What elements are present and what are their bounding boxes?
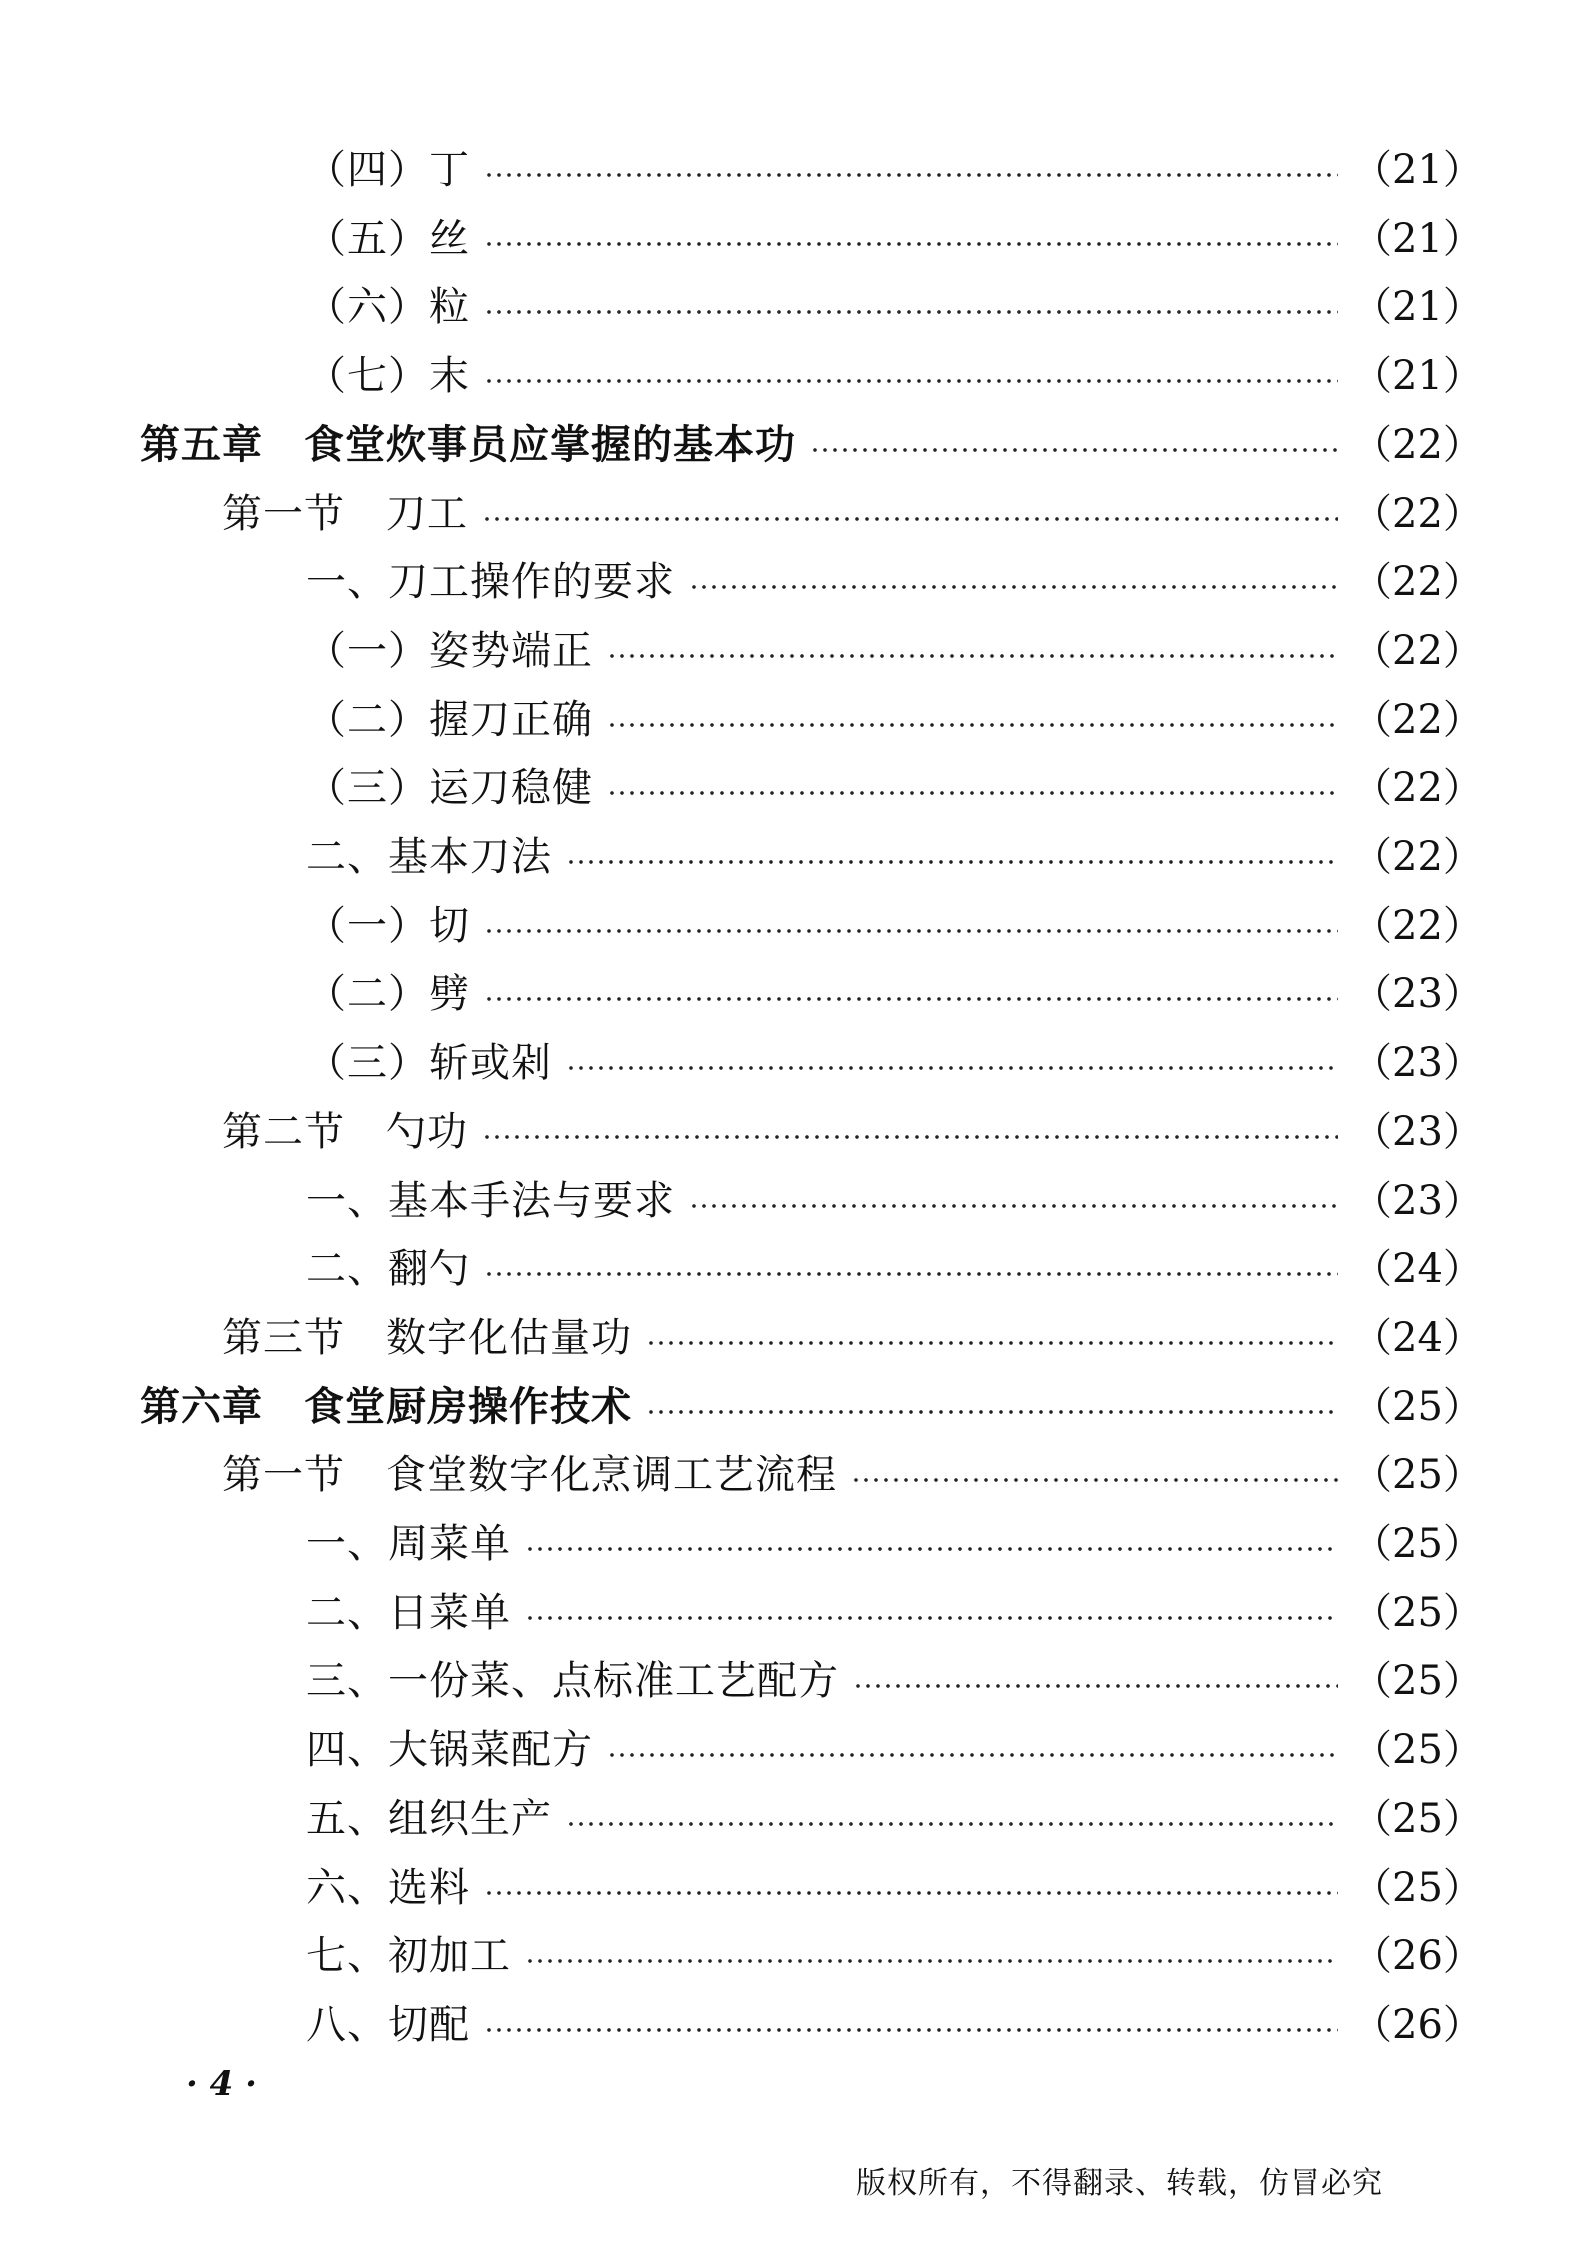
dot-leader: [484, 171, 1338, 179]
dot-leader: [484, 377, 1338, 385]
toc-subsection-entry: [306, 1239, 1483, 1299]
toc-subsection-entry: [306, 896, 1483, 956]
toc-entry-title: 一、基本手法与要求: [306, 1177, 675, 1224]
dot-leader: [607, 721, 1338, 729]
toc-entry-page: （22）: [1352, 696, 1483, 743]
toc-subsection-entry: [306, 1514, 1483, 1574]
toc-entry-title: 二、基本刀法: [306, 834, 552, 880]
toc-entry-title: （二）劈: [306, 971, 470, 1018]
dot-leader: [525, 1957, 1338, 1965]
toc-entry-title: 六、选料: [306, 1864, 470, 1911]
dot-leader: [482, 1133, 1338, 1141]
toc-subsection-entry: [306, 1720, 1483, 1780]
toc-entry-page: （26）: [1352, 2001, 1483, 2048]
toc-entry-page: （24）: [1352, 1314, 1483, 1361]
toc-subsection-entry: [306, 1651, 1483, 1711]
dot-leader: [689, 583, 1338, 591]
toc-chapter-entry: [140, 1377, 1483, 1437]
toc-entry-page: （21）: [1352, 215, 1483, 262]
toc-entry-title: （三）运刀稳健: [306, 765, 593, 812]
toc-entry-page: （23）: [1352, 1040, 1483, 1087]
dot-leader: [646, 1339, 1338, 1347]
toc-entry-page: （25）: [1352, 1864, 1483, 1911]
toc-entry-page: （24）: [1352, 1246, 1483, 1293]
toc-entry-title: （一）姿势端正: [306, 627, 593, 674]
toc-subsection-entry: [306, 1033, 1483, 1093]
toc-subsection-entry: [306, 277, 1483, 337]
toc-entry-title: （六）粒: [306, 284, 470, 331]
dot-leader: [484, 1889, 1338, 1897]
dot-leader: [851, 1476, 1338, 1484]
dot-leader: [484, 1270, 1338, 1278]
toc-entry-title: （二）握刀正确: [306, 696, 593, 743]
toc-entry-page: （22）: [1352, 834, 1483, 880]
toc-entry-title: 第六章 食堂厨房操作技术: [140, 1383, 632, 1430]
dot-leader: [566, 858, 1338, 866]
toc-subsection-entry: [306, 1926, 1483, 1986]
toc-entry-page: （22）: [1352, 490, 1483, 537]
dot-leader: [607, 1751, 1338, 1759]
toc-entry-title: 第三节 数字化估量功: [222, 1314, 632, 1361]
dot-leader: [566, 1820, 1338, 1828]
toc-subsection-entry: [306, 140, 1483, 200]
dot-leader: [484, 308, 1338, 316]
toc-entry-title: 二、翻勺: [306, 1246, 470, 1293]
toc-entry-page: （25）: [1352, 1795, 1483, 1842]
toc-entry-title: 七、初加工: [306, 1933, 511, 1980]
toc-entry-page: （22）: [1352, 421, 1483, 468]
toc-entry-page: （25）: [1352, 1383, 1483, 1430]
dot-leader: [484, 2026, 1338, 2034]
toc-entry-page: （25）: [1352, 1727, 1483, 1774]
dot-leader: [607, 789, 1338, 797]
toc-entry-title: 第二节 勺功: [222, 1108, 468, 1155]
toc-entry-page: （21）: [1352, 284, 1483, 331]
toc-entry-title: 八、切配: [306, 2001, 470, 2048]
toc-entry-page: （22）: [1352, 627, 1483, 674]
dot-leader: [566, 1064, 1338, 1072]
toc-chapter-entry: [140, 415, 1483, 475]
dot-leader: [646, 1408, 1338, 1416]
dot-leader: [525, 1545, 1338, 1553]
toc-subsection-entry: [306, 964, 1483, 1024]
toc-entry-title: 第五章 食堂炊事员应掌握的基本功: [140, 421, 796, 468]
toc-subsection-entry: [306, 1789, 1483, 1849]
toc-entry-title: 第一节 食堂数字化烹调工艺流程: [222, 1452, 837, 1499]
toc-entry-title: 一、刀工操作的要求: [306, 559, 675, 606]
page-number: · 4 ·: [186, 2064, 258, 2104]
toc-entry-title: （一）切: [306, 902, 470, 949]
toc-section-entry: [222, 1102, 1483, 1162]
toc-entry-page: （22）: [1352, 765, 1483, 812]
dot-leader: [484, 927, 1338, 935]
toc-entry-page: （23）: [1352, 1177, 1483, 1224]
toc-entry-page: （21）: [1352, 353, 1483, 400]
toc-subsection-entry: [306, 758, 1483, 818]
toc-entry-title: （三）斩或剁: [306, 1040, 552, 1087]
toc-entry-title: （五）丝: [306, 215, 470, 262]
toc-subsection-entry: [306, 827, 1483, 887]
toc-subsection-entry: [306, 690, 1483, 750]
toc-entry-page: （21）: [1352, 147, 1483, 193]
dot-leader: [484, 995, 1338, 1003]
dot-leader: [484, 240, 1338, 248]
toc-section-entry: [222, 1308, 1483, 1368]
dot-leader: [525, 1614, 1338, 1622]
dot-leader: [607, 652, 1338, 660]
toc-subsection-entry: [306, 552, 1483, 612]
toc-subsection-entry: [306, 1995, 1483, 2055]
toc-entry-title: 第一节 刀工: [222, 490, 468, 537]
dot-leader: [810, 446, 1338, 454]
toc-entry-page: （22）: [1352, 559, 1483, 606]
toc-entry-page: （23）: [1352, 971, 1483, 1018]
toc-entry-page: （26）: [1352, 1933, 1483, 1980]
toc-section-entry: [222, 1445, 1483, 1505]
toc-entry-page: （23）: [1352, 1108, 1483, 1155]
copyright-notice: 版权所有，不得翻录、转载，仿冒必究: [856, 2166, 1383, 2201]
toc-subsection-entry: [306, 1171, 1483, 1231]
toc-subsection-entry: [306, 1583, 1483, 1643]
toc-entry-page: （25）: [1352, 1658, 1483, 1705]
toc-subsection-entry: [306, 346, 1483, 406]
toc-entry-title: 五、组织生产: [306, 1795, 552, 1842]
toc-entry-title: 二、日菜单: [306, 1589, 511, 1636]
toc-entry-title: （四）丁: [306, 147, 470, 193]
toc-entry-page: （25）: [1352, 1452, 1483, 1499]
toc-entry-title: （七）末: [306, 353, 470, 400]
toc-section-entry: [222, 484, 1483, 544]
dot-leader: [689, 1202, 1338, 1210]
toc-entry-title: 三、一份菜、点标准工艺配方: [306, 1658, 839, 1705]
toc-subsection-entry: [306, 1858, 1483, 1918]
toc-entry-page: （25）: [1352, 1589, 1483, 1636]
toc-entry-page: （25）: [1352, 1521, 1483, 1567]
toc-subsection-entry: [306, 621, 1483, 681]
toc-subsection-entry: [306, 209, 1483, 269]
toc-entry-page: （22）: [1352, 902, 1483, 949]
dot-leader: [482, 515, 1338, 523]
toc-entry-title: 四、大锅菜配方: [306, 1727, 593, 1774]
dot-leader: [853, 1682, 1338, 1690]
toc-entry-title: 一、周菜单: [306, 1521, 511, 1567]
